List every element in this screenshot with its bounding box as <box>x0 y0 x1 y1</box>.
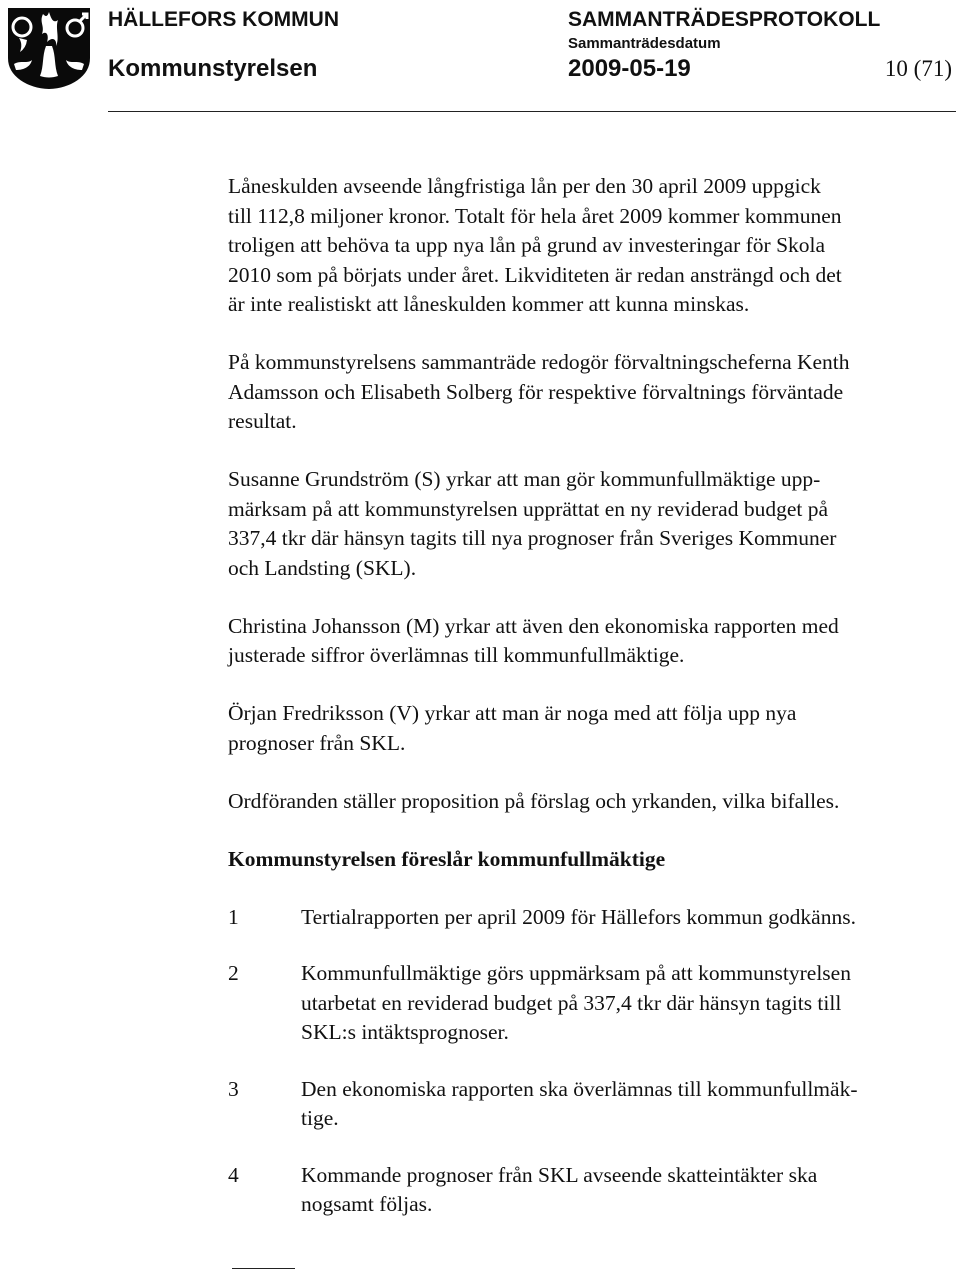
text-line: justerade siffror överlämnas till kommunfullmäktige. <box>228 643 685 667</box>
paragraph <box>228 787 958 817</box>
text-line: Låneskulden avseende långfristiga lån per den 30 april 2009 uppgick <box>228 174 821 198</box>
proposal-item-text: Den ekonomiska rapporten ska överlämnas till kommunfullmäk- <box>301 1076 858 1101</box>
meeting-date: 2009-05-19 <box>568 55 691 82</box>
paragraph <box>228 465 958 583</box>
text-line: märksam på att kommunstyrelsen upprättat en ny reviderad budget på <box>228 496 829 521</box>
paragraph <box>228 172 958 320</box>
proposal-list <box>228 903 958 1220</box>
text-line: och Landsting (SKL). <box>228 555 417 580</box>
footer-rule <box>232 1268 295 1269</box>
paragraphs <box>228 172 958 816</box>
text-line: Örjan Fredriksson (V) yrkar att man är noga med att följa upp nya <box>228 701 797 725</box>
proposal-item <box>228 1075 958 1134</box>
proposal-item-text: Tertialrapporten per april 2009 för Hällefors kommun godkänns. <box>301 904 856 929</box>
text-line: 337,4 tkr där hänsyn tagits till nya prognoser från Sveriges Kommuner <box>228 526 837 550</box>
paragraph <box>228 699 958 758</box>
proposal-heading: Kommunstyrelsen föreslår kommunfullmäktige <box>228 846 666 871</box>
text-line: Christina Johansson (M) yrkar att även den ekonomiska rapporten med <box>228 613 839 638</box>
proposal-item-text: Kommunfullmäktige görs uppmärksam på att kommunstyrelsen <box>301 961 851 985</box>
meeting-date-label: Sammanträdesdatum <box>568 35 721 52</box>
page-number: 10 (71) <box>884 56 952 81</box>
document-type: SAMMANTRÄDESPROTOKOLL <box>568 8 881 31</box>
proposal-item-number: 2 <box>228 961 239 985</box>
proposal-item-text: tige. <box>301 1106 339 1130</box>
paragraph <box>228 348 958 437</box>
text-line: prognoser från SKL. <box>228 730 406 755</box>
text-line: Adamsson och Elisabeth Solberg för respektive förvaltnings förväntade <box>228 379 844 404</box>
proposal-item-number: 3 <box>228 1076 239 1101</box>
text-line: 2010 som på börjats under året. Likviditeten är redan ansträngd och det <box>228 262 842 287</box>
text-line: resultat. <box>228 409 297 433</box>
proposal-item-text: Kommande prognoser från SKL avseende skatteintäkter ska <box>301 1162 818 1187</box>
department-name: Kommunstyrelsen <box>108 55 318 82</box>
paragraph <box>228 612 958 671</box>
header-divider <box>108 111 956 112</box>
proposal-item <box>228 903 958 933</box>
proposal-item <box>228 959 958 1048</box>
text-line: Ordföranden ställer proposition på förslag och yrkanden, vilka bifalles. <box>228 788 840 813</box>
text-line: är inte realistiskt att låneskulden kommer att kunna minskas. <box>228 292 750 316</box>
proposal-item-text: nogsamt följas. <box>301 1192 433 1216</box>
proposal-item-text: SKL:s intäktsprognoser. <box>301 1020 509 1044</box>
document-body <box>228 172 958 1247</box>
proposal-item-number: 1 <box>228 904 239 929</box>
text-line: till 112,8 miljoner kronor. Totalt för hela året 2009 kommer kommunen <box>228 203 842 228</box>
coat-of-arms-logo <box>6 6 92 90</box>
municipality-name: HÄLLEFORS KOMMUN <box>108 8 339 31</box>
proposal-item-text: utarbetat en reviderad budget på 337,4 tkr där hänsyn tagits till <box>301 990 842 1015</box>
text-line: Susanne Grundström (S) yrkar att man gör kommunfullmäktige upp- <box>228 467 821 491</box>
text-line: På kommunstyrelsens sammanträde redogör förvaltningscheferna Kenth <box>228 350 850 374</box>
text-line: troligen att behöva ta upp nya lån på grund av investeringar för Skola <box>228 233 826 257</box>
proposal-item-number: 4 <box>228 1162 239 1187</box>
proposal-item <box>228 1161 958 1220</box>
